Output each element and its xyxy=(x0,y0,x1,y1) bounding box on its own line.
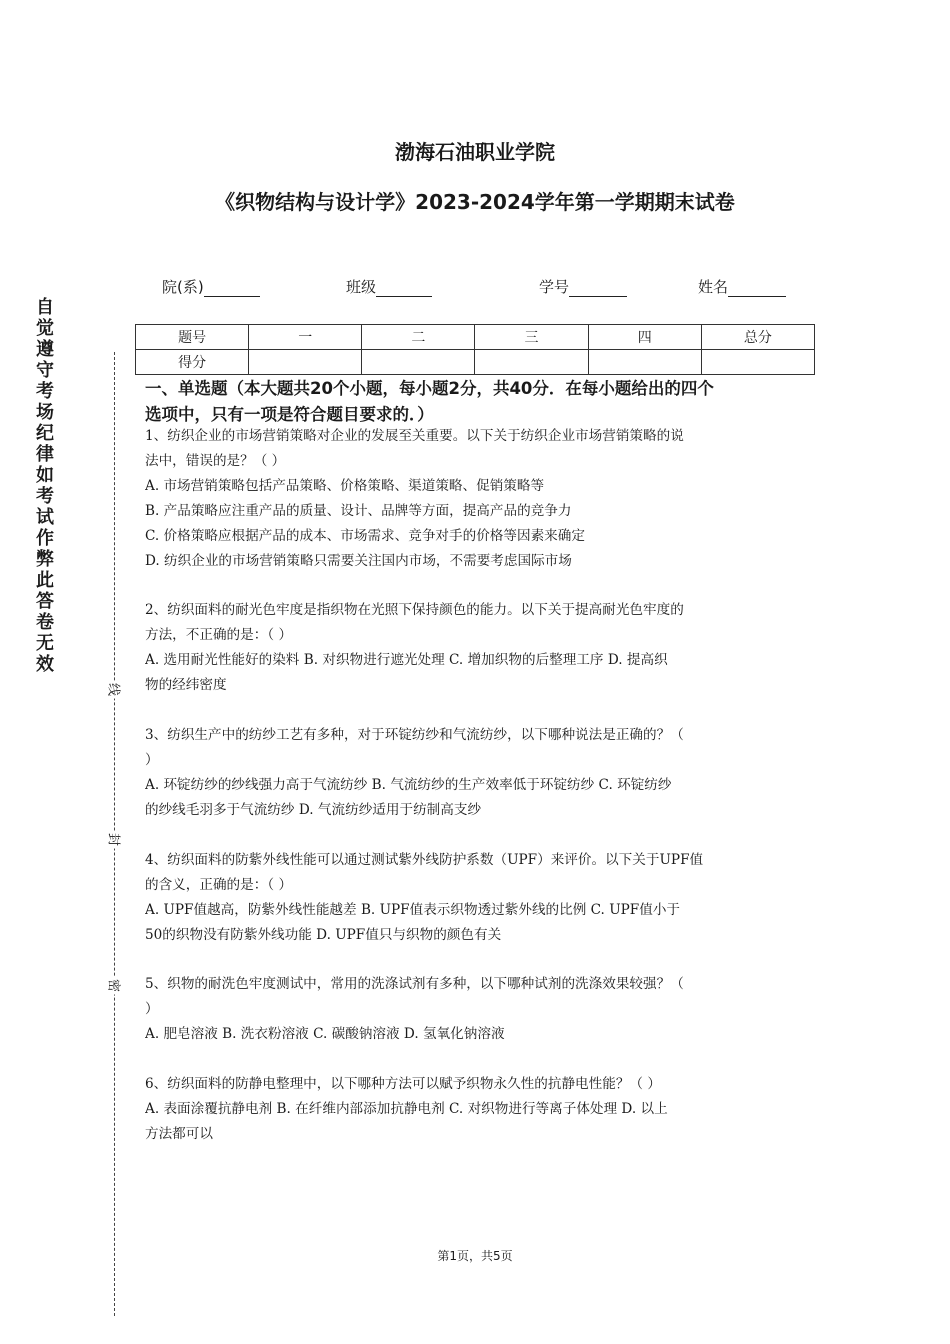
notice-char: 考 xyxy=(36,486,54,507)
question-2 xyxy=(145,598,815,698)
question-line: ） xyxy=(145,1001,159,1017)
class-blank[interactable] xyxy=(376,279,432,297)
option-line: B. 产品策略应注重产品的质量、设计、品牌等方面，提高产品的竞争力 xyxy=(145,503,572,519)
notice-char: 此 xyxy=(36,570,54,591)
notice-char: 场 xyxy=(36,402,54,423)
name-label: 姓名 xyxy=(698,278,729,296)
question-line: 1、纺织企业的市场营销策略对企业的发展至关重要。以下关于纺织企业市场营销策略的说 xyxy=(145,428,684,444)
option-line: A. 肥皂溶液 B. 洗衣粉溶液 C. 碳酸钠溶液 D. 氢氧化钠溶液 xyxy=(145,1026,505,1042)
question-1 xyxy=(145,424,815,574)
option-line: A. UPF值越高，防紫外线性能越差 B. UPF值表示织物透过紫外线的比例 C. UPF值小于 xyxy=(145,902,681,918)
score-cell[interactable] xyxy=(475,350,588,375)
option-line: 方法都可以 xyxy=(145,1126,213,1142)
notice-char: 自 xyxy=(36,297,54,318)
question-line: 4、纺织面料的防紫外线性能可以通过测试紫外线防护系数（UPF）来评价。以下关于UPF值 xyxy=(145,852,704,868)
option-line: 50的织物没有防紫外线功能 D. UPF值只与织物的颜色有关 xyxy=(145,927,502,943)
notice-char: 考 xyxy=(36,381,54,402)
question-line: 6、纺织面料的防静电整理中，以下哪种方法可以赋予织物永久性的抗静电性能？（ ） xyxy=(145,1076,661,1092)
question-5 xyxy=(145,972,815,1047)
option-line: A. 表面涂覆抗静电剂 B. 在纤维内部添加抗静电剂 C. 对织物进行等离子体处理 D. 以上 xyxy=(145,1101,668,1117)
name-blank[interactable] xyxy=(728,279,786,297)
page-number: 第1页，共5页 xyxy=(437,1249,513,1263)
student-no-blank[interactable] xyxy=(569,279,627,297)
score-cell[interactable] xyxy=(701,350,814,375)
score-cell: 得分 xyxy=(136,350,249,375)
question-line: 方法，不正确的是：（ ） xyxy=(145,627,293,643)
score-cell: 题号 xyxy=(136,325,249,350)
score-cell: 二 xyxy=(362,325,475,350)
class-field xyxy=(346,276,432,297)
option-line: D. 纺织企业的市场营销策略只需要关注国内市场，不需要考虑国际市场 xyxy=(145,553,572,569)
notice-char: 无 xyxy=(36,633,54,654)
integrity-notice xyxy=(28,297,62,675)
question-line: 法中，错误的是？（ ） xyxy=(145,453,286,469)
score-cell[interactable] xyxy=(362,350,475,375)
option-line: A. 环锭纺纱的纱线强力高于气流纺纱 B. 气流纺纱的生产效率低于环锭纺纱 C. 环锭纺纱 xyxy=(145,777,672,793)
question-line: 2、纺织面料的耐光色牢度是指织物在光照下保持颜色的能力。以下关于提高耐光色牢度的 xyxy=(145,602,684,618)
option-line: 物的经纬密度 xyxy=(145,677,227,693)
score-cell: 四 xyxy=(588,325,701,350)
question-line: 3、纺织生产中的纺纱工艺有多种，对于环锭纺纱和气流纺纱，以下哪种说法是正确的？（ xyxy=(145,727,684,743)
seal-label-line: 线 xyxy=(106,681,125,699)
exam-title: 《织物结构与设计学》2023-2024学年第一学期期末试卷 xyxy=(215,190,735,214)
question-line: ） xyxy=(145,752,159,768)
notice-char: 律 xyxy=(36,444,54,465)
notice-char: 作 xyxy=(36,528,54,549)
option-line: 的纱线毛羽多于气流纺纱 D. 气流纺纱适用于纺制高支纱 xyxy=(145,802,482,818)
dept-label: 院(系) xyxy=(162,278,204,296)
dept-field xyxy=(162,276,260,297)
name-field xyxy=(698,276,786,297)
section-heading-line: 选项中，只有一项是符合题目要求的．） xyxy=(145,405,434,424)
seal-label-secret: 密 xyxy=(106,977,125,995)
notice-char: 纪 xyxy=(36,423,54,444)
notice-char: 效 xyxy=(36,654,54,675)
class-label: 班级 xyxy=(346,278,377,296)
section-heading-line: 一、单选题（本大题共20个小题，每小题2分，共40分．在每小题给出的四个 xyxy=(145,379,714,398)
score-cell: 总分 xyxy=(701,325,814,350)
question-6 xyxy=(145,1072,815,1147)
question-line: 的含义，正确的是：（ ） xyxy=(145,877,293,893)
option-line: A. 市场营销策略包括产品策略、价格策略、渠道策略、促销策略等 xyxy=(145,478,545,494)
score-cell: 一 xyxy=(249,325,362,350)
option-line: C. 价格策略应根据产品的成本、市场需求、竞争对手的价格等因素来确定 xyxy=(145,528,585,544)
question-3 xyxy=(145,723,815,823)
student-no-label: 学号 xyxy=(539,278,570,296)
score-cell[interactable] xyxy=(249,350,362,375)
question-4 xyxy=(145,848,815,948)
score-cell: 三 xyxy=(475,325,588,350)
notice-char: 试 xyxy=(36,507,54,528)
notice-char: 遵 xyxy=(36,339,54,360)
notice-char: 弊 xyxy=(36,549,54,570)
notice-char: 答 xyxy=(36,591,54,612)
notice-char: 觉 xyxy=(36,318,54,339)
section-heading xyxy=(145,376,815,428)
score-header-row xyxy=(136,325,815,350)
score-table xyxy=(135,324,815,375)
school-name: 渤海石油职业学院 xyxy=(395,140,555,164)
score-cell[interactable] xyxy=(588,350,701,375)
question-line: 5、织物的耐洗色牢度测试中，常用的洗涤试剂有多种，以下哪种试剂的洗涤效果较强？（ xyxy=(145,976,684,992)
seal-label-seal: 封 xyxy=(106,831,125,849)
option-line: A. 选用耐光性能好的染料 B. 对织物进行遮光处理 C. 增加织物的后整理工序 D. 提高织 xyxy=(145,652,668,668)
dept-blank[interactable] xyxy=(204,279,260,297)
student-no-field xyxy=(539,276,627,297)
notice-char: 守 xyxy=(36,360,54,381)
notice-char: 如 xyxy=(36,465,54,486)
notice-char: 卷 xyxy=(36,612,54,633)
score-value-row xyxy=(136,350,815,375)
